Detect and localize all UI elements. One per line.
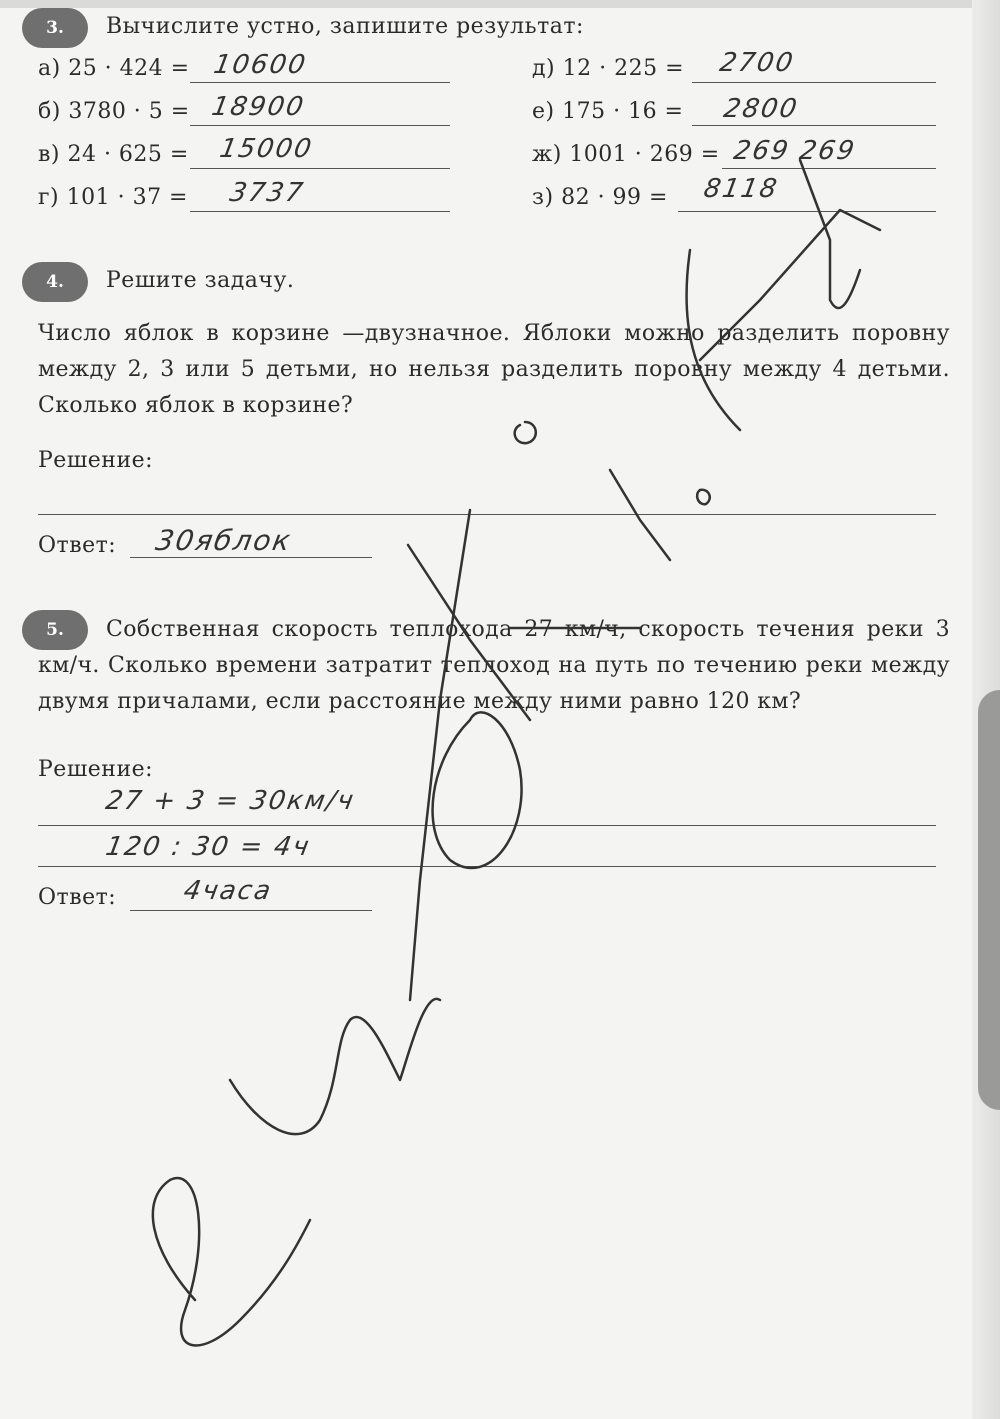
- task-5-solution-line-2[interactable]: 120 : 30 = 4ч: [103, 832, 313, 862]
- task-5-number-badge: 5.: [22, 610, 88, 650]
- task-3-item-h: з) 82 · 99 =: [532, 185, 668, 210]
- answer-line: [678, 211, 936, 212]
- solution-line: [38, 866, 936, 867]
- task-3-item-g: ж) 1001 · 269 =: [532, 142, 720, 167]
- task-3-answer-b[interactable]: 18900: [209, 92, 308, 122]
- task-3-answer-h[interactable]: 8118: [701, 174, 781, 204]
- task-3-item-d: г) 101 · 37 =: [38, 185, 188, 210]
- scribble-stroke: [800, 160, 860, 308]
- task-4-title: Решите задачу.: [106, 268, 295, 293]
- task-3-item-b: б) 3780 · 5 =: [38, 99, 190, 124]
- scribble-stroke: [153, 1178, 310, 1345]
- answer-line: [190, 82, 450, 83]
- task-4-problem-text: Число яблок в корзине —двузначное. Яблоки можно разделить поровну между 2, 3 или 5 детьми, но нельзя разделить поровну между 4 детьми. Сколько яблок в корзине?: [38, 321, 950, 418]
- answer-line: [190, 211, 450, 212]
- scribble-stroke: [410, 510, 470, 1000]
- page-top-edge: [0, 0, 1000, 8]
- answer-line: [190, 125, 450, 126]
- task-4-answer-label: Ответ:: [38, 533, 117, 558]
- solution-line: [38, 825, 936, 826]
- scribble-stroke: [515, 422, 536, 443]
- answer-line: [190, 168, 450, 169]
- task-3-title: Вычислите устно, запишите результат:: [106, 14, 584, 39]
- scribble-stroke: [433, 712, 522, 868]
- scribble-stroke: [610, 470, 670, 560]
- solution-line: [38, 514, 936, 515]
- answer-line: [692, 82, 936, 83]
- task-4-number-badge: 4.: [22, 262, 88, 302]
- task-3-answer-c[interactable]: 15000: [217, 134, 316, 164]
- task-3-item-f: е) 175 · 16 =: [532, 99, 684, 124]
- task-3-number-badge: 3.: [22, 8, 88, 48]
- task-3-answer-e[interactable]: 2700: [717, 48, 797, 78]
- task-5-solution-label: Решение:: [38, 757, 154, 782]
- task-5-solution-line-1[interactable]: 27 + 3 = 30км/ч: [103, 786, 358, 816]
- task-5-answer[interactable]: 4часа: [181, 876, 275, 906]
- answer-line: [130, 910, 372, 911]
- task-4-solution-label: Решение:: [38, 448, 154, 473]
- task-3-item-a: а) 25 · 424 =: [38, 56, 190, 81]
- answer-line: [130, 557, 372, 558]
- task-5-problem-text: Собственная скорость теплохода 27 км/ч, скорость течения реки 3 км/ч. Сколько времени затратит теплоход на путь по течению реки между двумя причалами, если расстояние между ними равно 120 км?: [38, 617, 950, 714]
- task-3-answer-a[interactable]: 10600: [211, 50, 310, 80]
- scribble-stroke: [230, 999, 440, 1134]
- task-3-answer-g[interactable]: 269 269: [731, 136, 859, 166]
- task-5-answer-label: Ответ:: [38, 885, 117, 910]
- scribble-stroke: [697, 490, 710, 504]
- task-3-answer-f[interactable]: 2800: [721, 94, 801, 124]
- page-edge-tab: [978, 690, 1000, 1110]
- task-3-item-c: в) 24 · 625 =: [38, 142, 189, 167]
- task-4-answer[interactable]: 30яблок: [153, 524, 295, 557]
- task-3-answer-d[interactable]: 3737: [227, 178, 307, 208]
- answer-line: [692, 125, 936, 126]
- answer-line: [722, 168, 936, 169]
- task-3-item-e: д) 12 · 225 =: [532, 56, 685, 81]
